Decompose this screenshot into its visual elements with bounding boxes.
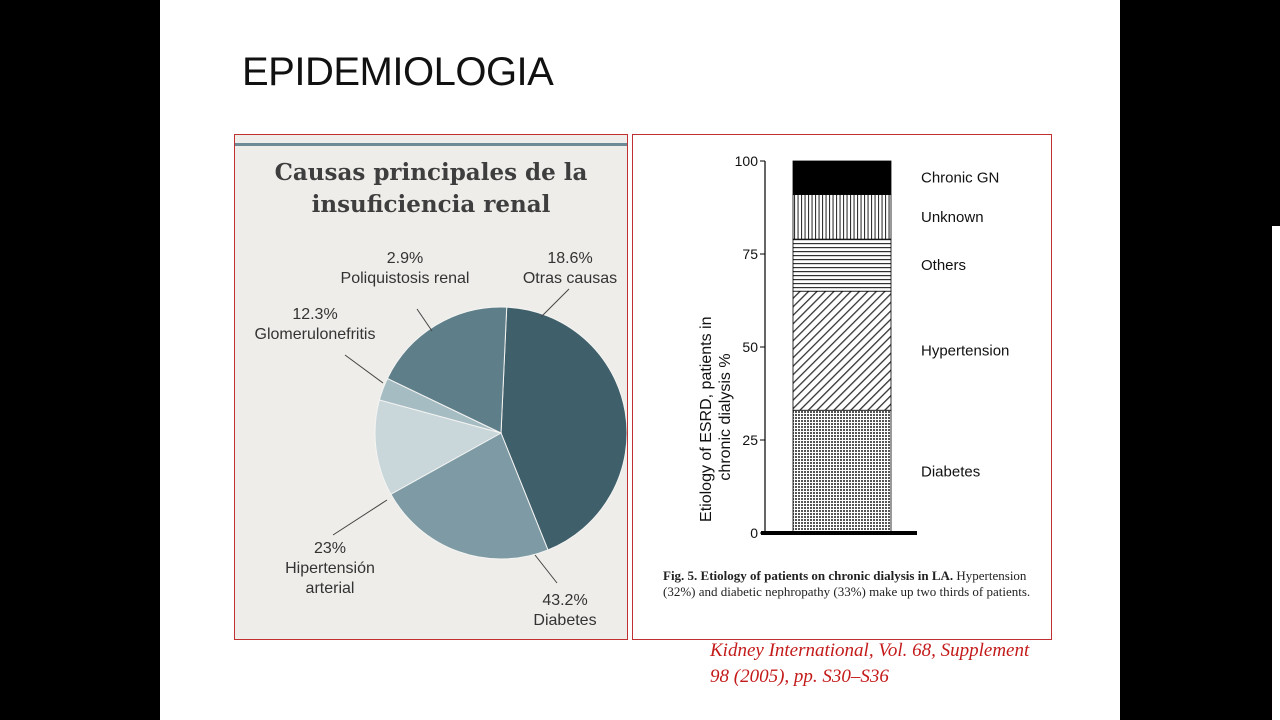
y-tick-label: 25 <box>742 432 758 448</box>
figure-caption <box>663 568 1043 600</box>
segment-label-chronic-gn: Chronic GN <box>921 169 1000 187</box>
segment-label-diabetes: Diabetes <box>921 463 981 481</box>
y-tick-label: 50 <box>742 339 758 355</box>
slide-title: EPIDEMIOLOGIA <box>242 50 554 94</box>
bar-segment-diabetes <box>793 410 891 533</box>
leader-line-diabetes <box>535 555 557 583</box>
pie-label-name: Glomerulonefritis <box>254 326 376 343</box>
pie-label-pct: 18.6% <box>547 250 593 267</box>
bar-segment-unknown <box>793 194 891 239</box>
pie-label-hipertension <box>265 539 395 599</box>
pie-label-pct: 43.2% <box>542 592 588 609</box>
leader-line-glomerulonefritis <box>345 355 383 383</box>
y-axis-label-line-2: chronic dialysis % <box>717 353 734 481</box>
pie-label-diabetes <box>515 591 615 631</box>
pie-label-pct: 23% <box>313 540 347 557</box>
leader-line-otras <box>541 289 569 317</box>
bar-segment-hypertension <box>793 291 891 410</box>
pie-label-otras <box>505 249 628 289</box>
pie-label-name: Hipertensión arterial <box>285 560 375 597</box>
y-axis-label <box>698 312 734 522</box>
stacked-bar-chart <box>633 135 1051 639</box>
segment-label-hypertension: Hypertension <box>921 342 1010 360</box>
x-axis-baseline <box>761 531 917 535</box>
bar-segment-others <box>793 239 891 291</box>
pie-label-name: Otras causas <box>522 270 618 287</box>
pie-chart-panel <box>234 134 628 640</box>
y-tick-label: 0 <box>750 525 758 541</box>
y-axis-label-line-1: Etiology of ESRD, patients in <box>698 316 715 522</box>
slide <box>160 0 1120 720</box>
y-tick-label: 75 <box>742 246 758 262</box>
caption-text: Hypertension (32%) and diabetic nephropathy (33%) make up two thirds of patients. <box>663 568 1031 599</box>
citation <box>710 638 1090 690</box>
pie-label-pct: 12.3% <box>292 306 338 323</box>
leader-line-poliquistosis <box>417 309 432 331</box>
bar-chart-panel <box>632 134 1052 640</box>
pie-label-name: Diabetes <box>533 612 597 629</box>
pie-label-poliquistosis <box>330 249 480 289</box>
y-tick-label: 100 <box>734 153 758 169</box>
pie-title-line-2: insuficiencia renal <box>311 191 551 218</box>
bar-segment-chronic-gn <box>793 161 891 194</box>
pie-label-glomerulonefritis <box>235 305 395 345</box>
segment-label-unknown: Unknown <box>921 208 984 226</box>
pie-label-name: Poliquistosis renal <box>340 270 470 287</box>
leader-line-hipertension <box>333 500 387 535</box>
caption-bold: Fig. 5. Etiology of patients on chronic dialysis in LA. <box>663 568 954 583</box>
segment-label-others: Others <box>921 257 967 275</box>
adjacent-window-edge <box>1272 226 1280 720</box>
citation-line-2: 98 (2005), pp. S30–S36 <box>710 666 889 687</box>
pie-title-line-1: Causas principales de la <box>274 159 588 186</box>
citation-line-1: Kidney International, Vol. 68, Supplement <box>710 640 1030 661</box>
pie-label-pct: 2.9% <box>386 250 424 267</box>
